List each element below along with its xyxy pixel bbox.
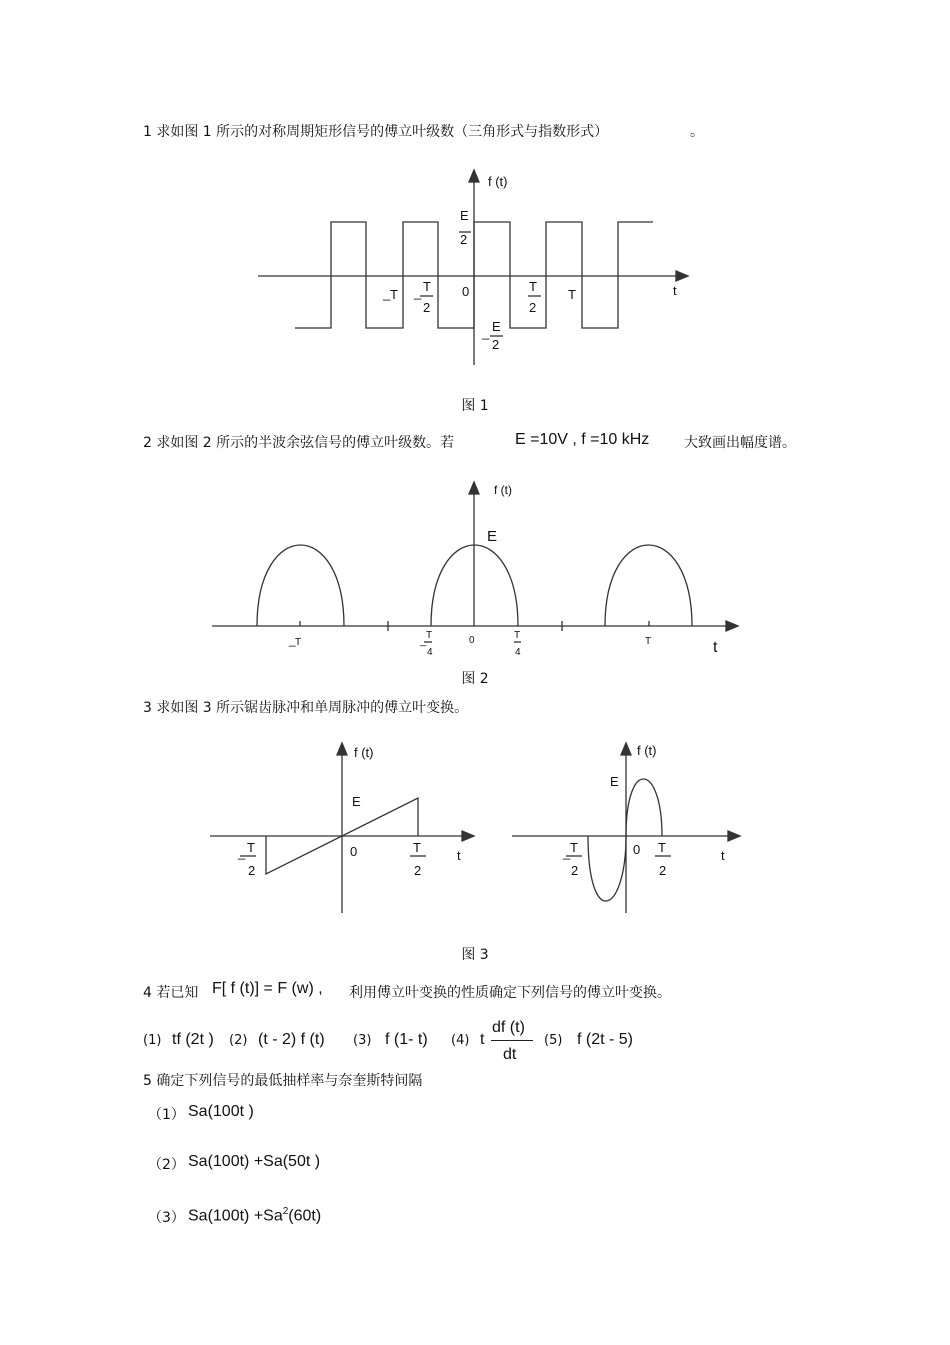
q5-item-3-rest: (60t): [288, 1207, 322, 1225]
q5-item-2-expr: Sa(100t) +Sa(50t ): [188, 1153, 321, 1170]
q5-item-3-expr: [188, 1206, 321, 1225]
fig1-t-label: t: [673, 283, 677, 298]
fig1-negE-num: E: [492, 319, 501, 334]
fig3b-T2-num: T: [658, 840, 666, 855]
fig3a-ft-label: f (t): [354, 745, 374, 760]
q5-item-3-number: （3）: [148, 1210, 185, 1226]
q5-item-3-base: Sa(100t) +Sa: [188, 1207, 283, 1225]
fig3b-single-period: [588, 779, 662, 901]
fig3a-f-arrow: [337, 743, 347, 755]
q4-item-3-expr: f (1- t): [385, 1031, 428, 1048]
q4-item-4-denominator: dt: [503, 1046, 517, 1063]
fig2-T4-num: T: [514, 630, 521, 641]
q4-item-5-number: (5): [544, 1033, 563, 1048]
q4-item-4-fraction-bar: [491, 1040, 533, 1041]
question-1: [143, 121, 608, 141]
fig3b-T2-den: 2: [659, 863, 667, 878]
question-2-condition: E =10V , f =10 kHz: [515, 431, 650, 448]
fig2-lobe-right: [605, 545, 692, 626]
fig3a-negT2-den: 2: [248, 863, 256, 878]
fig1-zero: 0: [462, 284, 470, 299]
fig1-negT2-num: T: [423, 279, 431, 294]
fig3b-f-arrow: [621, 743, 631, 755]
fig3a-t-label: t: [457, 848, 461, 863]
fig1-ft-label: f (t): [488, 174, 508, 189]
q4-item-2-number: (2): [229, 1033, 248, 1048]
fig3a-T2-num: T: [413, 840, 421, 855]
fig1-T2-den: 2: [529, 300, 537, 315]
q4-item-4-number: (4): [451, 1033, 470, 1048]
q4-item-1-expr: tf (2t ): [172, 1031, 214, 1048]
question-5-text: 5 确定下列信号的最低抽样率与奈奎斯特间隔: [143, 1073, 423, 1089]
fig2-T-label: T: [645, 636, 652, 647]
q4-item-1-number: (1): [143, 1033, 162, 1048]
fig3a-E-label: E: [352, 794, 361, 809]
question-2-tail: 大致画出幅度谱。: [684, 435, 796, 451]
q4-item-4-numerator: df (t): [492, 1019, 525, 1036]
q5-item-3-superscript: 2: [282, 1206, 289, 1217]
fig3b-zero: 0: [633, 842, 641, 857]
fig1-neg-sign-3: _: [482, 325, 490, 340]
fig2-E-label: E: [487, 528, 498, 545]
fig1-negT2-den: 2: [423, 300, 431, 315]
fig3b-negT2-num: T: [570, 840, 578, 855]
question-3: [143, 697, 468, 717]
fig2-negT4-num: T: [426, 630, 433, 641]
fig2-lobe-left: [257, 545, 344, 626]
figure-3-caption: 图 3: [461, 947, 489, 963]
q4-item-3-number: (3): [353, 1033, 372, 1048]
question-3-text: 3 求如图 3 所示锯齿脉冲和单周脉冲的傅立叶变换。: [143, 700, 469, 716]
fig3b-E-label: E: [610, 774, 619, 789]
q4-item-4-prefix: t: [480, 1031, 485, 1048]
figure-2-caption: 图 2: [461, 671, 489, 687]
fig3a-neg-sign: _: [238, 845, 246, 860]
fig2-neg-sign: _: [289, 633, 296, 647]
q4-item-2-expr: (t - 2) f (t): [258, 1031, 325, 1048]
fig1-E-denom: 2: [460, 232, 468, 247]
q4-item-5-expr: f (2t - 5): [577, 1031, 634, 1048]
fig1-neg-sign-2: _: [414, 285, 422, 300]
fig2-negT4-den: 4: [427, 647, 433, 658]
fig2-negT-label: T: [295, 637, 302, 648]
fig3a-zero: 0: [350, 844, 358, 859]
figure-1-caption: 图 1: [461, 398, 489, 414]
fig1-negE-den: 2: [492, 337, 500, 352]
fig2-ft-label: f (t): [494, 483, 512, 497]
fig1-square-wave: [295, 222, 653, 328]
question-4-text: 4 若已知: [143, 985, 199, 1001]
fig2-f-arrow: [469, 482, 479, 494]
fig3a-T2-den: 2: [414, 863, 422, 878]
question-2: [143, 432, 454, 452]
q5-item-2-number: （2）: [148, 1157, 185, 1173]
question-1-text: 1 求如图 1 所示的对称周期矩形信号的傅立叶级数（三角形式与指数形式）: [143, 124, 609, 140]
fig1-E-label: E: [460, 208, 469, 223]
fig3a-negT2-num: T: [247, 840, 255, 855]
fig3b-ft-label: f (t): [637, 743, 657, 758]
figure-3: [0, 735, 950, 935]
fig1-negT-label: T: [390, 287, 398, 302]
fig3b-t-arrow: [728, 831, 740, 841]
question-1-tail: 。: [690, 124, 704, 140]
fig3b-neg-sign: _: [563, 845, 571, 860]
fig2-t-arrow: [726, 621, 738, 631]
fig1-T2-num: T: [529, 279, 537, 294]
fig1-t-arrow: [676, 271, 688, 281]
fig1-T-label: T: [568, 287, 576, 302]
fig2-T4-den: 4: [515, 647, 521, 658]
question-2-text: 2 求如图 2 所示的半波余弦信号的傅立叶级数。若: [143, 435, 455, 451]
fig1-f-arrow: [469, 170, 479, 182]
figure-2: [0, 478, 950, 668]
q5-item-1-number: （1）: [148, 1107, 185, 1123]
fig3a-t-arrow: [462, 831, 474, 841]
figure-1: [0, 160, 950, 400]
question-4-tail: 利用傅立叶变换的性质确定下列信号的傅立叶变换。: [349, 985, 671, 1001]
fig2-t-label: t: [713, 639, 718, 656]
question-4-given: F[ f (t)] = F (w) ,: [212, 980, 323, 997]
q5-item-1-expr: Sa(100t ): [188, 1103, 254, 1120]
fig3b-t-label: t: [721, 848, 725, 863]
fig1-neg-sign: _: [383, 286, 391, 301]
fig3b-negT2-den: 2: [571, 863, 579, 878]
fig2-zero: 0: [469, 635, 475, 646]
fig2-neg-sign-2: _: [420, 635, 427, 647]
